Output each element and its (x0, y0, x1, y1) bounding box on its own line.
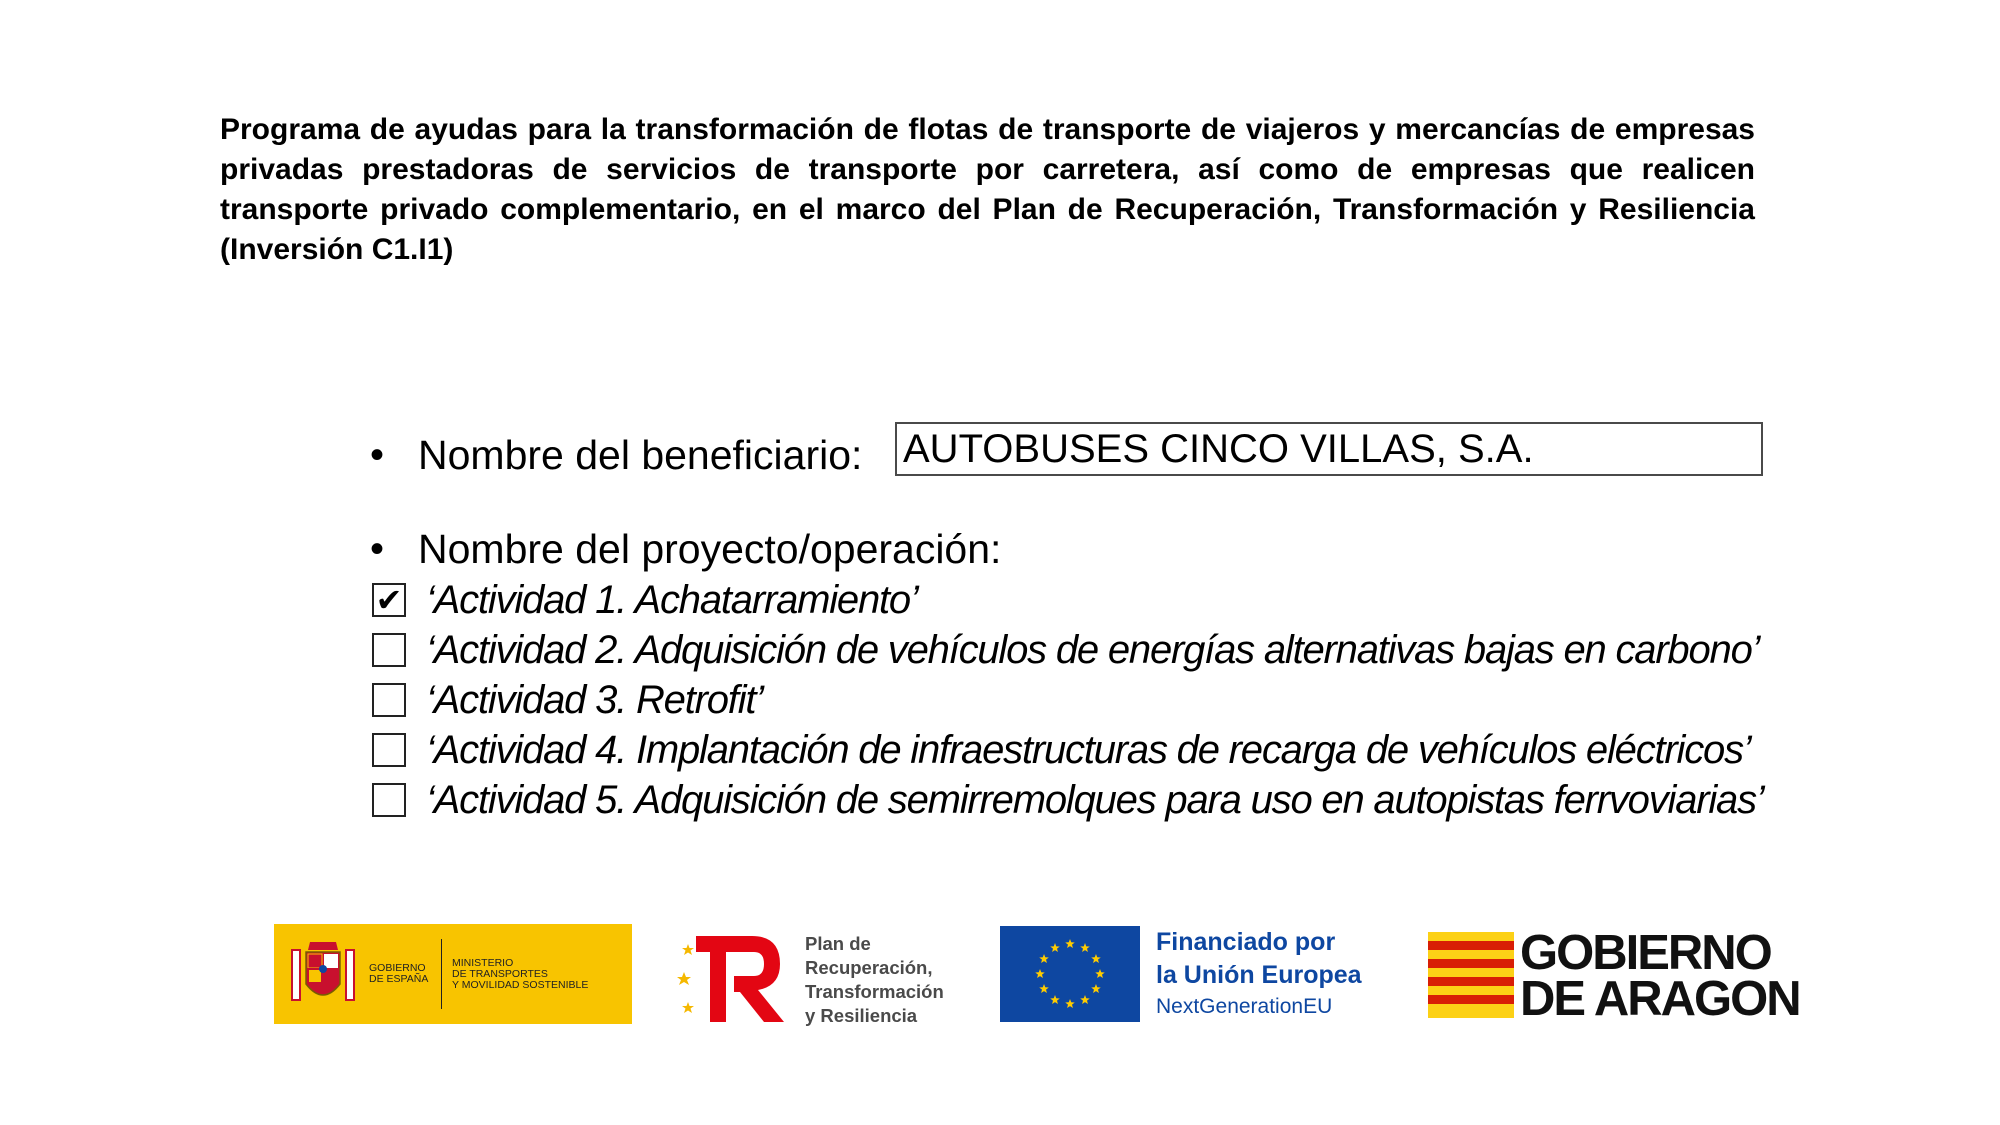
eu-star (1039, 954, 1049, 963)
project-label: Nombre del proyecto/operación: (418, 525, 1002, 572)
aragon-flag-icon (1428, 932, 1514, 1018)
program-title: Programa de ayudas para la transformación de flotas de transporte de viajeros y mercancías de empresas privadas prestadoras de servicios de transporte por carretera, así como de empresas que realicen transporte privado complementario, en el marco del Plan de Recuperación, Transformación y Resiliencia (Inversión C1.I1) (220, 113, 1755, 266)
activity-label-4: ‘Actividad 4. Implantación de infraestructuras de recarga de vehículos eléctricos’ (426, 727, 1751, 772)
activity-label-5: ‘Actividad 5. Adquisición de semirremolques para uso en autopistas ferrvoviarias’ (426, 777, 1764, 822)
eu-star (1065, 939, 1075, 948)
eu-star (1080, 943, 1090, 952)
activity-item-3[interactable] (372, 675, 1764, 725)
eu-star (1091, 954, 1101, 963)
eu-star (1065, 999, 1075, 1008)
check-icon: ✔ (375, 582, 403, 618)
ministerio-text: MINISTERIO DE TRANSPORTES Y MOVILIDAD SOSTENIBLE (452, 956, 589, 991)
eu-text: Financiado por la Unión Europea NextGenerationEU (1156, 928, 1362, 1018)
bullet: • (370, 526, 385, 571)
prtr-logo (660, 920, 970, 1030)
activity-checkbox-2[interactable] (372, 633, 406, 667)
bullet: • (370, 432, 385, 477)
eu-star (1050, 995, 1060, 1004)
activity-checkbox-4[interactable] (372, 733, 406, 767)
eu-star (1035, 969, 1045, 978)
activity-checkbox-1[interactable] (372, 583, 406, 617)
activity-label-2: ‘Actividad 2. Adquisición de vehículos de energías alternativas bajas en carbono’ (426, 627, 1760, 672)
activity-label-1: ‘Actividad 1. Achatarramiento’ (426, 577, 918, 622)
prtr-text: Plan de Recuperación, Transformación y Resiliencia (805, 933, 944, 1026)
prtr-mark-icon (672, 926, 792, 1026)
eu-star (1080, 995, 1090, 1004)
activity-checkbox-3[interactable] (372, 683, 406, 717)
eu-stars (1000, 926, 1140, 1022)
project-row (370, 524, 1001, 574)
eu-flag-icon (1000, 926, 1140, 1022)
eu-star (1039, 984, 1049, 993)
gobierno-espana-logo (274, 924, 632, 1024)
eu-star (1095, 969, 1105, 978)
beneficiary-row (370, 425, 862, 485)
activity-item-5[interactable] (372, 775, 1764, 825)
coat-of-arms-icon (288, 936, 358, 1012)
activity-label-3: ‘Actividad 3. Retrofit’ (426, 677, 763, 722)
activity-item-2[interactable] (372, 625, 1764, 675)
gobierno-aragon-text: GOBIERNO DE ARAGON (1520, 926, 1800, 1026)
gobierno-espana-text: GOBIERNO DE ESPAÑA (369, 962, 429, 985)
funding-logos (0, 920, 2000, 1030)
activity-checkbox-5[interactable] (372, 783, 406, 817)
beneficiary-label: Nombre del beneficiario: (418, 431, 863, 478)
eu-logo (1000, 926, 1410, 1026)
logo-divider (441, 939, 442, 1009)
activity-item-4[interactable] (372, 725, 1764, 775)
activity-item-1[interactable] (372, 575, 1764, 625)
eu-star (1050, 943, 1060, 952)
activity-list (372, 575, 1764, 825)
gobierno-aragon-logo (1428, 926, 1820, 1026)
eu-star (1091, 984, 1101, 993)
beneficiary-field[interactable]: AUTOBUSES CINCO VILLAS, S.A. (895, 422, 1763, 476)
